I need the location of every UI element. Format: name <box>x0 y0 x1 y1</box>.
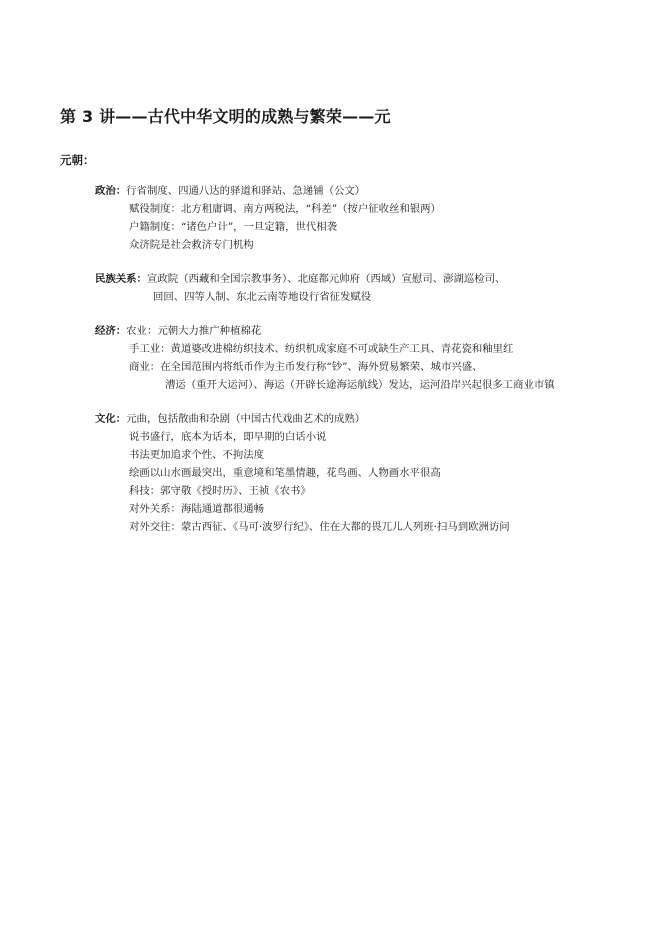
politics-text-1: 行省制度、四通八达的驿道和驿站、急递铺（公文） <box>126 185 366 197</box>
culture-line-2: 说书盛行，底本为话本，即早期的白话小说 <box>129 431 327 443</box>
economy-text-1: 农业：元朝大力推广种植棉花 <box>126 325 262 337</box>
ethnic-label: 民族关系： <box>95 273 147 285</box>
politics-line-4: 众济院是社会救济专门机构 <box>129 239 254 251</box>
politics-line-1 <box>95 184 365 198</box>
culture-line-1 <box>95 412 365 426</box>
politics-line-2: 赋役制度：北方租庸调、南方两税法，“科差”（按户征收丝和银两） <box>129 203 441 215</box>
section-heading: 元朝： <box>60 153 95 167</box>
culture-line-5: 科技：郭守敬《授时历》、王祯《农书》 <box>129 485 311 497</box>
culture-line-6: 对外关系：海陆通道都很通畅 <box>129 503 265 515</box>
politics-label: 政治： <box>95 185 127 197</box>
ethnic-line-1 <box>95 272 505 286</box>
economy-line-2: 手工业：黄道婆改进棉纺织技术、纺织机成家庭不可或缺生产工具、青花瓷和釉里红 <box>129 343 514 355</box>
culture-line-3: 书法更加追求个性、不拘法度 <box>129 449 265 461</box>
ethnic-line-2: 回回、四等人制、东北云南等地设行省征发赋役 <box>153 291 372 303</box>
politics-line-3: 户籍制度：“诸色户计”，一旦定籍，世代相袭 <box>129 221 338 233</box>
culture-line-7: 对外交往：蒙古西征、《马可·波罗行纪》、住在大都的畏兀儿人列班·扫马到欧洲访问 <box>129 521 510 533</box>
economy-line-4: 漕运（重开大运河）、海运（开辟长途海运航线）发达，运河沿岸兴起很多工商业市镇 <box>165 379 555 391</box>
culture-label: 文化： <box>95 413 127 425</box>
page-title: 第 3 讲——古代中华文明的成熟与繁荣——元 <box>60 107 391 126</box>
ethnic-text-1: 宣政院（西藏和全国宗教事务）、北庭都元帅府（西域）宣慰司、澎湖巡检司、 <box>146 273 506 285</box>
economy-line-3: 商业：在全国范围内将纸币作为主币发行称“钞”、海外贸易繁荣、城市兴盛、 <box>129 361 483 373</box>
economy-label: 经济： <box>95 325 127 337</box>
culture-line-4: 绘画以山水画最突出，重意境和笔墨情趣，花鸟画、人物画水平很高 <box>129 467 441 479</box>
culture-text-1: 元曲，包括散曲和杂剧（中国古代戏曲艺术的成熟） <box>126 413 366 425</box>
economy-line-1 <box>95 324 261 338</box>
